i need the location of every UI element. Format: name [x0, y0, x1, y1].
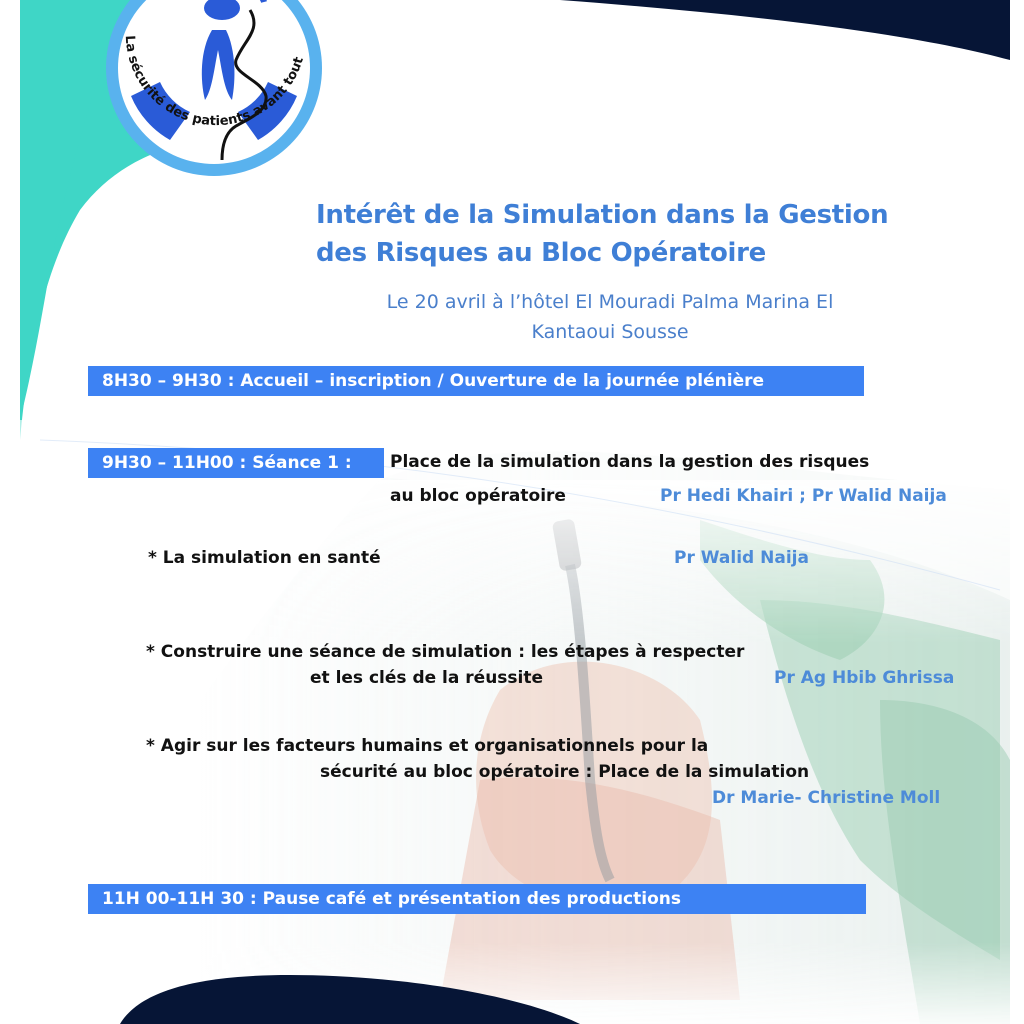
talk-3-title-line-2: sécurité au bloc opératoire : Place de la simulation	[320, 762, 810, 782]
title-line-2: des Risques au Bloc Opératoire	[316, 238, 766, 268]
navy-top-band	[560, 0, 1010, 60]
talk-2-title-line-1: * Construire une séance de simulation : les étapes à respecter	[146, 642, 745, 662]
talk-1-speaker: Pr Walid Naija	[674, 548, 809, 568]
opening-time-bar: 8H30 – 9H30 : Accueil – inscription / Ouverture de la journée plénière	[88, 366, 864, 396]
talk-3-title-line-1: * Agir sur les facteurs humains et organisationnels pour la	[146, 736, 709, 756]
event-title	[316, 196, 996, 272]
date-line-2: Kantaoui Sousse	[531, 321, 689, 343]
session1-speakers: Pr Hedi Khairi ; Pr Walid Naija	[660, 486, 947, 506]
session1-topic-line-1: Place de la simulation dans la gestion des risques	[390, 452, 870, 472]
talk-1-title: * La simulation en santé	[148, 548, 381, 568]
session1-time-bar: 9H30 – 11H00 : Séance 1 :	[88, 448, 384, 478]
talk-2-speaker: Pr Ag Hbib Ghrissa	[774, 668, 955, 688]
session1-topic-line-2: au bloc opératoire	[390, 486, 566, 506]
talk-2-title-line-2: et les clés de la réussite	[310, 668, 544, 688]
event-date-venue	[340, 287, 880, 347]
talk-3-speaker: Dr Marie- Christine Moll	[712, 788, 941, 808]
logo-motto	[106, 0, 326, 180]
break-time-bar: 11H 00-11H 30 : Pause café et présentation des productions	[88, 884, 866, 914]
svg-text:La sécurité des patients avant: La sécurité des patients avant tout	[121, 34, 307, 130]
date-line-1: Le 20 avril à l’hôtel El Mouradi Palma Marina El	[386, 291, 834, 313]
title-line-1: Intérêt de la Simulation dans la Gestion	[316, 200, 889, 230]
